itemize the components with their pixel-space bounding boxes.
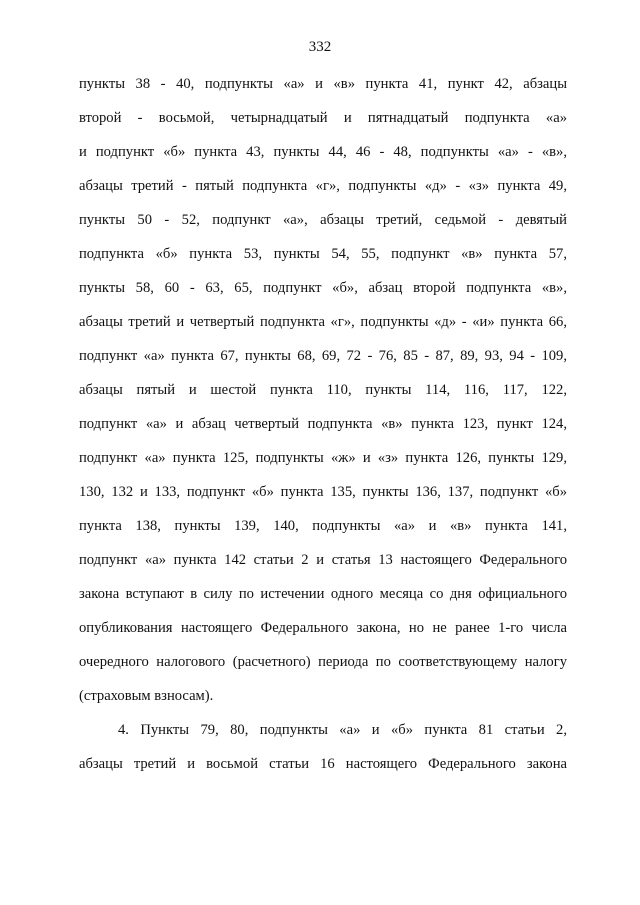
text-line: абзацы третий - пятый подпункта «г», подпункты «д» - «з» пункта 49, xyxy=(79,178,567,194)
paragraph-continuation xyxy=(79,67,567,713)
text-line: опубликования настоящего Федерального закона, но не ранее 1-го числа xyxy=(79,620,567,636)
text-line: пункты 58, 60 - 63, 65, подпункт «б», абзац второй подпункта «в», xyxy=(79,280,567,296)
text-line: абзацы пятый и шестой пункта 110, пункты 114, 116, 117, 122, xyxy=(79,382,567,398)
text-line: подпункт «а» пункта 142 статьи 2 и статья 13 настоящего Федерального xyxy=(79,552,567,568)
page-number: 332 xyxy=(308,39,332,55)
text-line: и подпункт «б» пункта 43, пункты 44, 46 - 48, подпункты «а» - «в», xyxy=(79,144,567,160)
text-line: подпункт «а» пункта 125, подпункты «ж» и «з» пункта 126, пункты 129, xyxy=(79,450,567,466)
text-line: абзацы третий и восьмой статьи 16 настоящего Федерального закона xyxy=(79,756,567,772)
text-line: 4. Пункты 79, 80, подпункты «а» и «б» пункта 81 статьи 2, xyxy=(118,722,567,738)
paragraph-item-4 xyxy=(79,713,567,781)
text-line: закона вступают в силу по истечении одного месяца со дня официального xyxy=(79,586,567,602)
text-line: абзацы третий и четвертый подпункта «г», подпункты «д» - «и» пункта 66, xyxy=(79,314,567,330)
text-line: очередного налогового (расчетного) периода по соответствующему налогу xyxy=(79,654,567,670)
text-line: подпункта «б» пункта 53, пункты 54, 55, подпункт «в» пункта 57, xyxy=(79,246,567,262)
text-line: подпункт «а» и абзац четвертый подпункта «в» пункта 123, пункт 124, xyxy=(79,416,567,432)
text-line: 130, 132 и 133, подпункт «б» пункта 135, пункты 136, 137, подпункт «б» xyxy=(79,484,567,500)
document-body xyxy=(79,67,567,781)
text-line: пункта 138, пункты 139, 140, подпункты «а» и «в» пункта 141, xyxy=(79,518,567,534)
text-line: подпункт «а» пункта 67, пункты 68, 69, 72 - 76, 85 - 87, 89, 93, 94 - 109, xyxy=(79,348,567,364)
text-line: пункты 38 - 40, подпункты «а» и «в» пункта 41, пункт 42, абзацы xyxy=(79,76,567,92)
text-line: пункты 50 - 52, подпункт «а», абзацы третий, седьмой - девятый xyxy=(79,212,567,228)
text-line: второй - восьмой, четырнадцатый и пятнадцатый подпункта «а» xyxy=(79,110,567,126)
text-line: (страховым взносам). xyxy=(79,688,214,704)
